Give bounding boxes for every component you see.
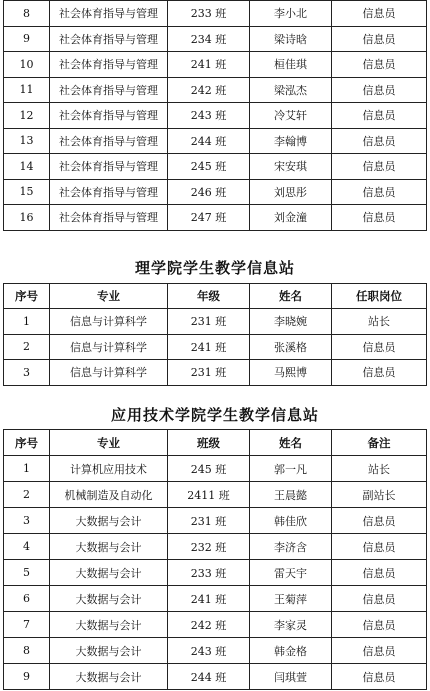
cell-position: 信息员 xyxy=(332,534,427,560)
header-name: 姓名 xyxy=(250,284,332,309)
table-row xyxy=(4,534,427,560)
cell-position: 信息员 xyxy=(332,205,427,231)
table-row xyxy=(4,638,427,664)
cell-class: 245 班 xyxy=(168,456,250,482)
cell-position: 副站长 xyxy=(332,482,427,508)
table-row xyxy=(4,664,427,690)
cell-class: 231 班 xyxy=(168,508,250,534)
cell-class: 233 班 xyxy=(168,560,250,586)
cell-major: 社会体育指导与管理 xyxy=(50,26,168,52)
cell-major: 社会体育指导与管理 xyxy=(50,103,168,129)
cell-name: 李家灵 xyxy=(250,612,332,638)
applied-tech-college-title: 应用技术学院学生教学信息站 xyxy=(110,406,319,424)
cell-class: 244 班 xyxy=(168,128,250,154)
sports-table-body xyxy=(4,1,427,231)
header-index: 序号 xyxy=(4,284,50,309)
cell-name: 刘思彤 xyxy=(250,179,332,205)
cell-name: 张溪格 xyxy=(250,334,332,360)
table-row xyxy=(4,586,427,612)
cell-major: 大数据与会计 xyxy=(50,612,168,638)
table-header-row xyxy=(4,284,427,309)
table-row xyxy=(4,154,427,180)
cell-name: 韩佳欣 xyxy=(250,508,332,534)
cell-class: 2411 班 xyxy=(168,482,250,508)
table-row xyxy=(4,205,427,231)
header-position: 任职岗位 xyxy=(332,284,427,309)
cell-name: 王晨懿 xyxy=(250,482,332,508)
cell-major: 大数据与会计 xyxy=(50,534,168,560)
cell-major: 社会体育指导与管理 xyxy=(50,1,168,27)
table-row xyxy=(4,482,427,508)
cell-name: 梁泓杰 xyxy=(250,77,332,103)
cell-position: 站长 xyxy=(332,309,427,335)
cell-index: 14 xyxy=(4,154,50,180)
cell-class: 247 班 xyxy=(168,205,250,231)
cell-major: 社会体育指导与管理 xyxy=(50,154,168,180)
cell-index: 6 xyxy=(4,586,50,612)
cell-name: 王菊萍 xyxy=(250,586,332,612)
cell-major: 社会体育指导与管理 xyxy=(50,179,168,205)
table-row xyxy=(4,334,427,360)
cell-index: 3 xyxy=(4,508,50,534)
cell-class: 244 班 xyxy=(168,664,250,690)
table-row xyxy=(4,508,427,534)
cell-major: 大数据与会计 xyxy=(50,638,168,664)
cell-major: 大数据与会计 xyxy=(50,664,168,690)
cell-name: 桓佳琪 xyxy=(250,52,332,78)
cell-major: 大数据与会计 xyxy=(50,508,168,534)
cell-class: 242 班 xyxy=(168,612,250,638)
table-row xyxy=(4,77,427,103)
header-index: 序号 xyxy=(4,430,50,456)
applied-tech-table xyxy=(3,429,427,690)
table-row xyxy=(4,560,427,586)
cell-index: 10 xyxy=(4,52,50,78)
cell-position: 站长 xyxy=(332,456,427,482)
cell-position: 信息员 xyxy=(332,360,427,386)
cell-name: 冷艾轩 xyxy=(250,103,332,129)
table-row xyxy=(4,103,427,129)
table-row xyxy=(4,612,427,638)
cell-major: 社会体育指导与管理 xyxy=(50,52,168,78)
cell-major: 信息与计算科学 xyxy=(50,360,168,386)
cell-index: 7 xyxy=(4,612,50,638)
cell-name: 雷天宇 xyxy=(250,560,332,586)
cell-major: 信息与计算科学 xyxy=(50,309,168,335)
cell-position: 信息员 xyxy=(332,77,427,103)
cell-index: 2 xyxy=(4,482,50,508)
cell-name: 宋安琪 xyxy=(250,154,332,180)
cell-class: 241 班 xyxy=(168,52,250,78)
cell-name: 李小北 xyxy=(250,1,332,27)
cell-name: 刘金潼 xyxy=(250,205,332,231)
header-major: 专业 xyxy=(50,284,168,309)
cell-index: 11 xyxy=(4,77,50,103)
cell-index: 15 xyxy=(4,179,50,205)
cell-class: 231 班 xyxy=(168,309,250,335)
cell-position: 信息员 xyxy=(332,664,427,690)
cell-position: 信息员 xyxy=(332,1,427,27)
table-row xyxy=(4,1,427,27)
table-row xyxy=(4,179,427,205)
cell-major: 大数据与会计 xyxy=(50,586,168,612)
cell-major: 信息与计算科学 xyxy=(50,334,168,360)
cell-name: 马熙博 xyxy=(250,360,332,386)
cell-index: 1 xyxy=(4,456,50,482)
cell-index: 16 xyxy=(4,205,50,231)
cell-position: 信息员 xyxy=(332,508,427,534)
sports-table xyxy=(3,0,427,231)
cell-name: 李翰博 xyxy=(250,128,332,154)
table-row xyxy=(4,360,427,386)
table-row xyxy=(4,309,427,335)
cell-index: 13 xyxy=(4,128,50,154)
cell-name: 闫琪萱 xyxy=(250,664,332,690)
cell-index: 2 xyxy=(4,334,50,360)
table-row xyxy=(4,52,427,78)
cell-class: 231 班 xyxy=(168,360,250,386)
cell-index: 12 xyxy=(4,103,50,129)
cell-class: 243 班 xyxy=(168,103,250,129)
cell-index: 4 xyxy=(4,534,50,560)
header-name: 姓名 xyxy=(250,430,332,456)
cell-position: 信息员 xyxy=(332,334,427,360)
cell-class: 241 班 xyxy=(168,334,250,360)
applied-tech-table-body xyxy=(4,456,427,690)
cell-index: 3 xyxy=(4,360,50,386)
header-remarks: 备注 xyxy=(332,430,427,456)
table-row xyxy=(4,128,427,154)
science-table xyxy=(3,283,427,386)
cell-position: 信息员 xyxy=(332,612,427,638)
cell-position: 信息员 xyxy=(332,154,427,180)
cell-name: 郭一凡 xyxy=(250,456,332,482)
cell-name: 韩金格 xyxy=(250,638,332,664)
cell-index: 1 xyxy=(4,309,50,335)
cell-index: 9 xyxy=(4,26,50,52)
cell-name: 李济含 xyxy=(250,534,332,560)
science-college-title: 理学院学生教学信息站 xyxy=(134,259,295,277)
cell-position: 信息员 xyxy=(332,638,427,664)
cell-class: 243 班 xyxy=(168,638,250,664)
cell-position: 信息员 xyxy=(332,52,427,78)
cell-class: 234 班 xyxy=(168,26,250,52)
cell-major: 机械制造及自动化 xyxy=(50,482,168,508)
cell-position: 信息员 xyxy=(332,128,427,154)
table-header-row xyxy=(4,430,427,456)
cell-position: 信息员 xyxy=(332,103,427,129)
cell-major: 社会体育指导与管理 xyxy=(50,128,168,154)
cell-class: 233 班 xyxy=(168,1,250,27)
header-grade: 年级 xyxy=(168,284,250,309)
cell-position: 信息员 xyxy=(332,586,427,612)
table-row xyxy=(4,26,427,52)
cell-index: 8 xyxy=(4,1,50,27)
cell-class: 241 班 xyxy=(168,586,250,612)
cell-position: 信息员 xyxy=(332,26,427,52)
header-major: 专业 xyxy=(50,430,168,456)
cell-class: 245 班 xyxy=(168,154,250,180)
cell-index: 5 xyxy=(4,560,50,586)
cell-position: 信息员 xyxy=(332,179,427,205)
cell-position: 信息员 xyxy=(332,560,427,586)
table-row xyxy=(4,456,427,482)
science-table-body xyxy=(4,309,427,386)
cell-major: 计算机应用技术 xyxy=(50,456,168,482)
cell-major: 社会体育指导与管理 xyxy=(50,205,168,231)
cell-major: 社会体育指导与管理 xyxy=(50,77,168,103)
cell-class: 246 班 xyxy=(168,179,250,205)
cell-index: 8 xyxy=(4,638,50,664)
cell-class: 232 班 xyxy=(168,534,250,560)
cell-major: 大数据与会计 xyxy=(50,560,168,586)
cell-class: 242 班 xyxy=(168,77,250,103)
cell-index: 9 xyxy=(4,664,50,690)
header-class: 班级 xyxy=(168,430,250,456)
cell-name: 李晓婉 xyxy=(250,309,332,335)
cell-name: 梁诗晗 xyxy=(250,26,332,52)
